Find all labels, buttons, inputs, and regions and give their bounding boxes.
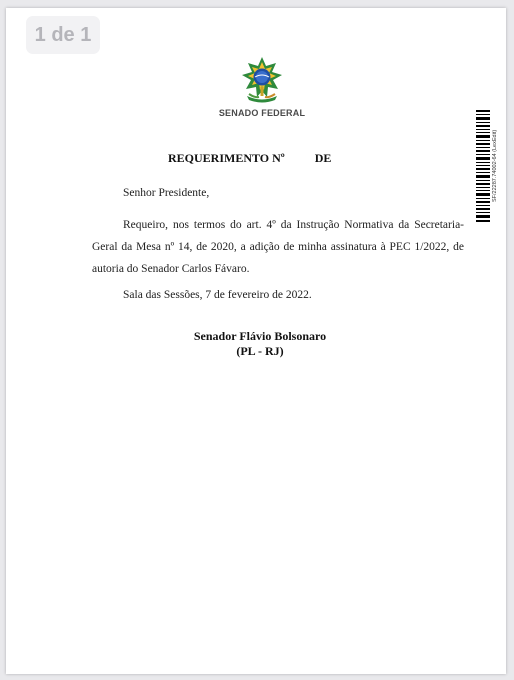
salutation: Senhor Presidente, (123, 187, 210, 199)
institution-name: SENADO FEDERAL (218, 108, 306, 118)
document-title-suffix: DE (314, 151, 332, 165)
document-code: SF/22287.74002-64 (LexEdit) (492, 129, 498, 203)
page-indicator: 1 de 1 (26, 16, 100, 54)
signer-name: Senador Flávio Bolsonaro (193, 329, 327, 343)
body-paragraph: Requeiro, nos termos do art. 4º da Instrução Normativa da Secretaria-Geral da Mesa nº 14, de 2020, a adição de minha assinatura à PEC 1/2022, de autoria do Senador Carlos Fávaro. (92, 219, 464, 275)
document-barcode (476, 110, 490, 222)
signer-party: (PL - RJ) (236, 344, 284, 358)
document-title (168, 151, 331, 166)
closing-line: Sala das Sessões, 7 de fevereiro de 2022. (123, 289, 312, 301)
document-title-text: REQUERIMENTO Nº (168, 151, 285, 165)
coat-of-arms-icon (239, 56, 285, 104)
